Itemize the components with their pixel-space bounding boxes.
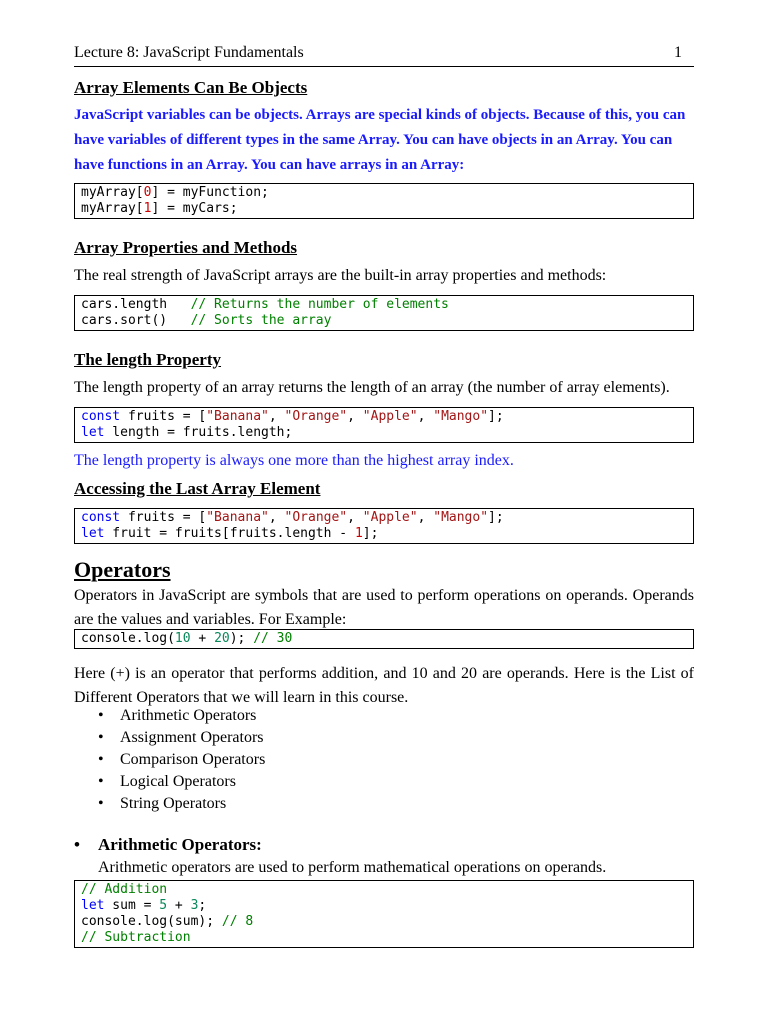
code-array-objects: myArray[0] = myFunction; myArray[1] = myCars; xyxy=(74,183,694,219)
list-item: • Logical Operators xyxy=(74,771,265,793)
para-arithmetic: Arithmetic operators are used to perform mathematical operations on operands. xyxy=(98,859,607,876)
list-item: • String Operators xyxy=(74,793,265,815)
header-title: Lecture 8: JavaScript Fundamentals xyxy=(74,44,304,61)
heading-arithmetic: • Arithmetic Operators: xyxy=(74,834,262,856)
heading-array-properties: Array Properties and Methods xyxy=(74,238,298,257)
heading-length-property: The length Property xyxy=(74,350,222,369)
note-length-property: The length property is always one more than the highest array index. xyxy=(74,452,514,469)
para-length-property: The length property of an array returns the length of an array (the number of array elements). xyxy=(74,379,670,396)
page-number: 1 xyxy=(674,44,682,61)
para-array-properties: The real strength of JavaScript arrays are the built-in array properties and methods: xyxy=(74,267,607,284)
list-item: • Arithmetic Operators xyxy=(74,705,265,727)
para-array-objects: JavaScript variables can be objects. Arrays are special kinds of objects. Because of this, you can have variables of different types in the same Array. You can have objects in an Array. You can have functions in an Array. You can have arrays in an Array: xyxy=(74,107,686,173)
page-header xyxy=(74,44,694,67)
code-length-property: const fruits = ["Banana", "Orange", "Apple", "Mango"]; let length = fruits.length; xyxy=(74,407,694,443)
heading-last-element: Accessing the Last Array Element xyxy=(74,479,321,498)
para-operators: Operators in JavaScript are symbols that are used to perform operations on operands. Operands are the values and variables. For Example: xyxy=(74,587,694,628)
heading-operators: Operators xyxy=(74,557,171,582)
list-item: • Comparison Operators xyxy=(74,749,265,771)
code-last-element: const fruits = ["Banana", "Orange", "Apple", "Mango"]; let fruit = fruits[fruits.length - 1]; xyxy=(74,508,694,544)
code-arithmetic: // Addition let sum = 5 + 3; console.log(sum); // 8 // Subtraction xyxy=(74,880,694,948)
code-operators-example: console.log(10 + 20); // 30 xyxy=(74,629,694,649)
list-item: • Assignment Operators xyxy=(74,727,265,749)
para-operators-list-intro: Here (+) is an operator that performs addition, and 10 and 20 are operands. Here is the List of Different Operators that we will learn in this course. xyxy=(74,665,694,706)
code-array-properties: cars.length // Returns the number of elements cars.sort() // Sorts the array xyxy=(74,295,694,331)
operators-list xyxy=(74,705,265,815)
arithmetic-heading-list xyxy=(74,834,262,856)
heading-array-objects: Array Elements Can Be Objects xyxy=(74,78,308,97)
